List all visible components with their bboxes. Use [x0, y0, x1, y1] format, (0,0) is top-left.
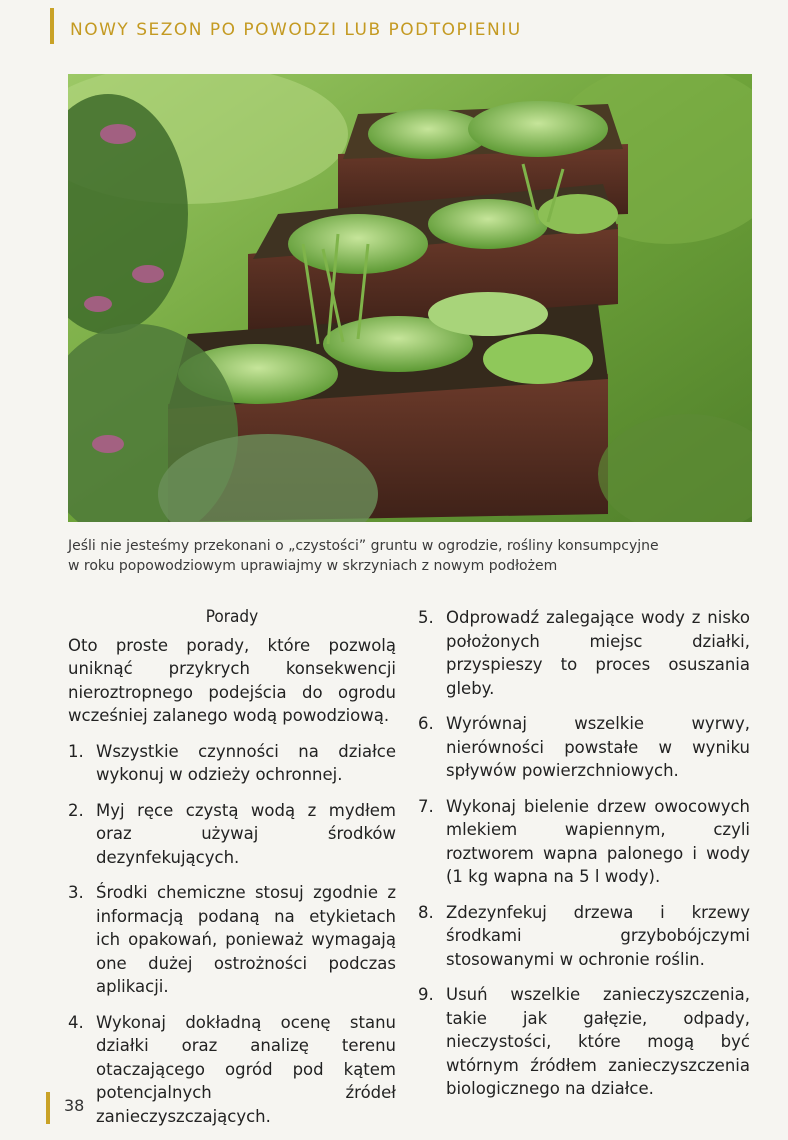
list-item-number: 4.: [68, 1012, 84, 1032]
list-item-number: 8.: [418, 902, 434, 922]
list-item: [418, 712, 750, 783]
right-column: [418, 606, 750, 1113]
list-item-text: Zdezynfekuj drzewa i krzewy środkami grzybobójczymi stosowanymi w ochronie roślin.: [446, 902, 750, 969]
header-accent-bar: [50, 8, 54, 44]
list-item: [418, 606, 750, 700]
list-item-number: 9.: [418, 985, 434, 1004]
list-item-number: 6.: [418, 714, 434, 733]
left-column: [68, 606, 396, 1140]
list-item-text: Wszystkie czynności na działce wykonuj w odzieży ochronnej.: [96, 741, 396, 784]
list-item: [68, 799, 396, 870]
list-item-number: 1.: [68, 741, 84, 761]
list-item-text: Wykonaj bielenie drzew owocowych mlekiem wapiennym, czyli roztworem wapna palonego i wody (1 kg wapna na 5 l wody).: [446, 796, 750, 886]
page-header-title: NOWY SEZON PO POWODZI LUB PODTOPIENIU: [70, 20, 522, 40]
list-item-number: 7.: [418, 796, 434, 816]
list-item-text: Usuń wszelkie zanieczyszczenia, takie jak gałęzie, odpady, nieczystości, które mogą być wtórnym źródłem zanieczyszczenia biologicznego na działce.: [446, 985, 750, 1098]
page-number: 38: [64, 1096, 85, 1115]
list-item: [418, 901, 750, 972]
list-item-number: 3.: [68, 883, 84, 902]
list-item-text: Wyrównaj wszelkie wyrwy, nierówności powstałe w wyniku spływów powierzchniowych.: [446, 714, 750, 780]
photo-caption: [68, 536, 768, 576]
caption-line-1: Jeśli nie jesteśmy przekonani o „czystości” gruntu w ogrodzie, rośliny konsumpcyjne: [68, 538, 659, 554]
list-item-number: 5.: [418, 608, 434, 627]
section-intro: Oto proste porady, które pozwolą uniknąć przykrych konsekwencji nieroztropnego podejścia do ogrodu wcześniej zalanego wodą powodziową.: [68, 635, 396, 725]
list-item-number: 2.: [68, 800, 84, 820]
list-item: [68, 1011, 396, 1129]
list-item-text: Odprowadź zalegające wody z nisko położonych miejsc działki, przyspieszy to proces osuszania gleby.: [446, 608, 750, 698]
caption-line-2: w roku popowodziowym uprawiajmy w skrzyniach z nowym podłożem: [68, 558, 558, 574]
list-item: [68, 881, 396, 999]
list-item-text: Wykonaj dokładną ocenę stanu działki oraz analizę terenu otaczającego ogród pod kątem potencjalnych źródeł zanieczyszczających.: [96, 1012, 396, 1126]
list-item-text: Myj ręce czystą wodą z mydłem oraz używaj środków dezynfekujących.: [96, 800, 396, 867]
list-item: [418, 795, 750, 889]
list-item: [418, 983, 750, 1101]
list-item: [68, 740, 396, 787]
garden-photo: [68, 74, 752, 522]
footer-accent-bar: [46, 1092, 50, 1124]
section-title: Porady: [205, 607, 259, 627]
list-item-text: Środki chemiczne stosuj zgodnie z informacją podaną na etykietach ich opakowań, ponieważ wymagają one dużej ostrożności podczas aplikacji.: [96, 883, 396, 996]
